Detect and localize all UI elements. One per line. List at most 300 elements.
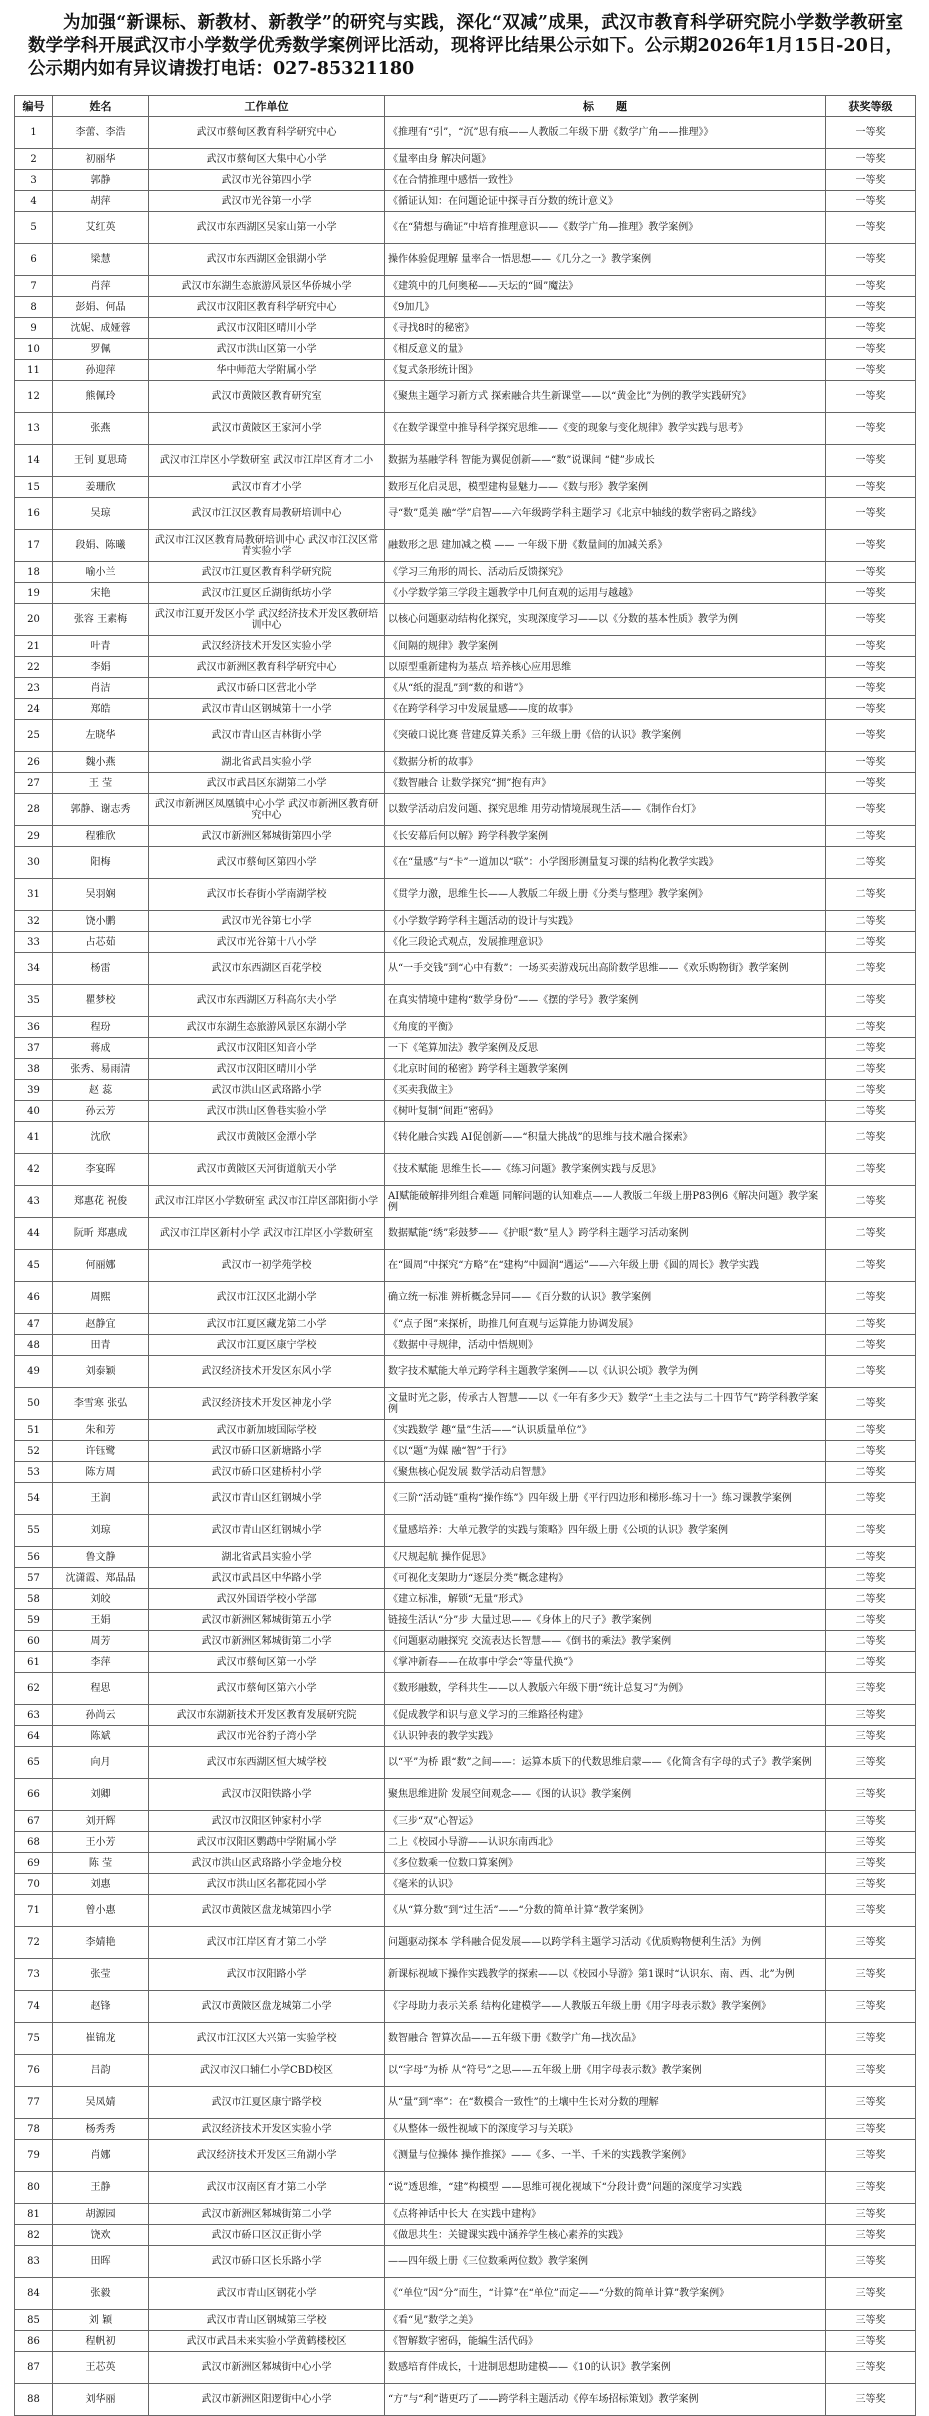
cell-title: 《转化融合实践 AI促创新——“积量大挑战”的思维与技术融合探索》 xyxy=(385,1122,826,1154)
cell-title: 《三阶“活动链”重构“操作练”》四年级上册《平行四边形和梯形-练习十一》练习课教学案例 xyxy=(385,1483,826,1515)
cell-number: 64 xyxy=(15,1726,53,1747)
cell-number: 52 xyxy=(15,1441,53,1462)
cell-award: 一等奖 xyxy=(826,413,916,445)
table-header-row xyxy=(15,96,916,117)
cell-award: 二等奖 xyxy=(826,1652,916,1673)
cell-title: 从“一手交钱”到“心中有数”：一场买卖游戏玩出高阶数学思维——《欢乐购物街》教学案例 xyxy=(385,953,826,985)
cell-award: 二等奖 xyxy=(826,1631,916,1652)
cell-name: 沈欣 xyxy=(53,1122,149,1154)
cell-number: 28 xyxy=(15,794,53,826)
cell-title: 以“字母”为桥 从“符号”之思——五年级上册《用字母表示数》教学案例 xyxy=(385,2055,826,2087)
cell-name: 王小芳 xyxy=(53,1832,149,1853)
cell-award: 二等奖 xyxy=(826,1250,916,1282)
cell-name: 段娟、陈曦 xyxy=(53,530,149,562)
table-row xyxy=(15,773,916,794)
table-row xyxy=(15,1122,916,1154)
cell-number: 50 xyxy=(15,1388,53,1420)
cell-number: 3 xyxy=(15,170,53,191)
cell-name: 张秀、易雨清 xyxy=(53,1059,149,1080)
cell-number: 68 xyxy=(15,1832,53,1853)
cell-number: 8 xyxy=(15,297,53,318)
cell-award: 三等奖 xyxy=(826,2246,916,2278)
cell-award: 二等奖 xyxy=(826,1356,916,1388)
cell-award: 三等奖 xyxy=(826,1779,916,1811)
cell-unit: 武汉市新洲区邾城街第二小学 xyxy=(149,1631,385,1652)
cell-number: 87 xyxy=(15,2352,53,2384)
cell-award: 三等奖 xyxy=(826,2352,916,2384)
table-row xyxy=(15,297,916,318)
cell-title: 以核心问题驱动结构化探究，实现深度学习——以《分数的基本性质》教学为例 xyxy=(385,604,826,636)
cell-award: 一等奖 xyxy=(826,360,916,381)
cell-title: 数据赋能“绣”彩鼓梦——《护眼“数”星人》跨学科主题学习活动案例 xyxy=(385,1218,826,1250)
cell-award: 二等奖 xyxy=(826,1515,916,1547)
cell-unit: 武汉市江汉区大兴第一实验学校 xyxy=(149,2023,385,2055)
cell-number: 45 xyxy=(15,1250,53,1282)
cell-name: 许钰鹭 xyxy=(53,1441,149,1462)
cell-unit: 湖北省武昌实验小学 xyxy=(149,1547,385,1568)
cell-title: 《买卖我做主》 xyxy=(385,1080,826,1101)
cell-number: 27 xyxy=(15,773,53,794)
cell-name: 叶青 xyxy=(53,636,149,657)
cell-name: 孙迎萍 xyxy=(53,360,149,381)
cell-award: 二等奖 xyxy=(826,1218,916,1250)
cell-title: AI赋能破解排列组合难题 同解问题的认知难点——人教版二年级上册P83例6《解决问题》教学案例 xyxy=(385,1186,826,1218)
cell-title: 《推理有“引”，“沉”思有痕——人教版二年级下册《数学广角——推理》》 xyxy=(385,117,826,149)
table-row xyxy=(15,1779,916,1811)
table-row xyxy=(15,1282,916,1314)
cell-unit: 武汉市青山区钢城第十一小学 xyxy=(149,699,385,720)
cell-title: 《突破口说比赛 营建反算关系》三年级上册《倍的认识》教学案例 xyxy=(385,720,826,752)
cell-number: 14 xyxy=(15,445,53,477)
cell-number: 5 xyxy=(15,212,53,244)
cell-number: 70 xyxy=(15,1874,53,1895)
cell-name: 蒋成 xyxy=(53,1038,149,1059)
cell-unit: 武汉市新洲区邾城街第二小学 xyxy=(149,2204,385,2225)
cell-number: 51 xyxy=(15,1420,53,1441)
cell-title: 《数据分析的故事》 xyxy=(385,752,826,773)
cell-award: 三等奖 xyxy=(826,1927,916,1959)
cell-title: 《“点子图”来探析，助推几何直观与运算能力协调发展》 xyxy=(385,1314,826,1335)
table-row xyxy=(15,2246,916,2278)
cell-number: 34 xyxy=(15,953,53,985)
table-row xyxy=(15,2087,916,2119)
table-row xyxy=(15,2310,916,2331)
cell-number: 76 xyxy=(15,2055,53,2087)
table-row xyxy=(15,1250,916,1282)
table-row xyxy=(15,1853,916,1874)
cell-title: 《从整体一级性视域下的深度学习与关联》 xyxy=(385,2119,826,2140)
cell-title: 《贯学力激，思维生长——人教版二年级上册《分类与整理》教学案例》 xyxy=(385,879,826,911)
cell-title: 文量时光之影，传承古人智慧——以《一年有多少天》数学“土圭之法与二十四节气”跨学科教学案例 xyxy=(385,1388,826,1420)
table-row xyxy=(15,2023,916,2055)
cell-title: 《可视化支架助力“逐层分类”概念建构》 xyxy=(385,1568,826,1589)
cell-award: 二等奖 xyxy=(826,1154,916,1186)
cell-award: 二等奖 xyxy=(826,985,916,1017)
cell-award: 三等奖 xyxy=(826,1895,916,1927)
cell-name: 吴羽娴 xyxy=(53,879,149,911)
cell-name: 吕韵 xyxy=(53,2055,149,2087)
table-row xyxy=(15,1726,916,1747)
table-row xyxy=(15,678,916,699)
cell-title: 融数形之思 建加减之模 —— 一年级下册《数量间的加减关系》 xyxy=(385,530,826,562)
table-row xyxy=(15,1515,916,1547)
cell-number: 21 xyxy=(15,636,53,657)
cell-number: 43 xyxy=(15,1186,53,1218)
cell-number: 37 xyxy=(15,1038,53,1059)
table-row xyxy=(15,1673,916,1705)
cell-award: 二等奖 xyxy=(826,879,916,911)
cell-award: 一等奖 xyxy=(826,117,916,149)
cell-award: 二等奖 xyxy=(826,1547,916,1568)
cell-name: 郭静 xyxy=(53,170,149,191)
cell-award: 二等奖 xyxy=(826,826,916,847)
cell-award: 二等奖 xyxy=(826,1610,916,1631)
results-table-container xyxy=(14,95,915,2416)
cell-unit: 武汉市黄陂区金潭小学 xyxy=(149,1122,385,1154)
cell-title: 《长安幕后何以解》跨学科教学案例 xyxy=(385,826,826,847)
table-row xyxy=(15,636,916,657)
table-row xyxy=(15,583,916,604)
cell-name: 吴琼 xyxy=(53,498,149,530)
cell-award: 二等奖 xyxy=(826,1441,916,1462)
cell-name: 郭静、谢志秀 xyxy=(53,794,149,826)
cell-number: 20 xyxy=(15,604,53,636)
table-row xyxy=(15,498,916,530)
cell-award: 一等奖 xyxy=(826,604,916,636)
cell-name: 李娟 xyxy=(53,657,149,678)
cell-title: 寻“数”觅美 融“学”启智——六年级跨学科主题学习《北京中轴线的数学密码之路线》 xyxy=(385,498,826,530)
cell-title: 《聚焦核心促发展 数学活动启智慧》 xyxy=(385,1462,826,1483)
cell-title: 《三步“双”心智运》 xyxy=(385,1811,826,1832)
cell-number: 16 xyxy=(15,498,53,530)
header-name: 姓名 xyxy=(53,96,149,117)
cell-title: 《测量与位操体 操作推探》——《多、一半、千米的实践教学案例》 xyxy=(385,2140,826,2172)
cell-award: 一等奖 xyxy=(826,530,916,562)
cell-unit: 武汉市洪山区武珞路小学 xyxy=(149,1080,385,1101)
cell-unit: 武汉市黄陂区盘龙城第二小学 xyxy=(149,1991,385,2023)
cell-name: 李婧艳 xyxy=(53,1927,149,1959)
cell-name: 曾小惠 xyxy=(53,1895,149,1927)
cell-award: 三等奖 xyxy=(826,1991,916,2023)
cell-number: 18 xyxy=(15,562,53,583)
cell-award: 一等奖 xyxy=(826,752,916,773)
cell-unit: 武汉市汉阳区钟家村小学 xyxy=(149,1811,385,1832)
cell-number: 39 xyxy=(15,1080,53,1101)
cell-award: 二等奖 xyxy=(826,1589,916,1610)
cell-title: 以原型重新建构为基点 培养核心应用思维 xyxy=(385,657,826,678)
cell-unit: 武汉市黄陂区王家河小学 xyxy=(149,413,385,445)
cell-number: 9 xyxy=(15,318,53,339)
cell-award: 三等奖 xyxy=(826,2204,916,2225)
cell-name: 刘琼 xyxy=(53,1515,149,1547)
cell-unit: 武汉市汉阳区知音小学 xyxy=(149,1038,385,1059)
cell-name: 胡萍 xyxy=(53,191,149,212)
cell-name: 喻小兰 xyxy=(53,562,149,583)
cell-number: 10 xyxy=(15,339,53,360)
cell-title: 《数形融数，学科共生——以人教版六年级下册“统计总复习”为例》 xyxy=(385,1673,826,1705)
cell-unit: 武汉市东西湖区万科高尔夫小学 xyxy=(149,985,385,1017)
table-row xyxy=(15,1483,916,1515)
table-body xyxy=(15,117,916,2416)
table-row xyxy=(15,318,916,339)
cell-title: 《以“题”为媒 融“智”于行》 xyxy=(385,1441,826,1462)
table-row xyxy=(15,2140,916,2172)
cell-title: 数智融合 智算次品——五年级下册《数学广角—找次品》 xyxy=(385,2023,826,2055)
table-row xyxy=(15,932,916,953)
cell-name: 王静 xyxy=(53,2172,149,2204)
cell-number: 36 xyxy=(15,1017,53,1038)
cell-number: 1 xyxy=(15,117,53,149)
cell-name: 王钊 夏思琦 xyxy=(53,445,149,477)
cell-number: 54 xyxy=(15,1483,53,1515)
table-row xyxy=(15,477,916,498)
cell-unit: 武汉经济技术开发区实验小学 xyxy=(149,636,385,657)
cell-award: 二等奖 xyxy=(826,932,916,953)
cell-number: 29 xyxy=(15,826,53,847)
cell-unit: 武汉市江夏开发区小学 武汉经济技术开发区教研培训中心 xyxy=(149,604,385,636)
cell-unit: 武汉市青山区钢花小学 xyxy=(149,2278,385,2310)
cell-name: 刘泰颖 xyxy=(53,1356,149,1388)
cell-title: 《量率由身 解决问题》 xyxy=(385,149,826,170)
table-row xyxy=(15,1218,916,1250)
cell-name: 李雪寒 张弘 xyxy=(53,1388,149,1420)
cell-name: 沈妮、成娅蓉 xyxy=(53,318,149,339)
cell-award: 二等奖 xyxy=(826,1483,916,1515)
cell-award: 二等奖 xyxy=(826,1420,916,1441)
cell-name: 郑皓 xyxy=(53,699,149,720)
cell-title: 聚焦思维进阶 发展空间观念——《图的认识》教学案例 xyxy=(385,1779,826,1811)
cell-title: 《从“算分数”到“过生活”——“分数的简单计算”教学案例》 xyxy=(385,1895,826,1927)
cell-name: 肖洁 xyxy=(53,678,149,699)
cell-unit: 武汉市蔡甸区教育科学研究中心 xyxy=(149,117,385,149)
cell-unit: 武汉经济技术开发区三角湖小学 xyxy=(149,2140,385,2172)
cell-unit: 武汉市江夏区藏龙第二小学 xyxy=(149,1314,385,1335)
cell-award: 三等奖 xyxy=(826,2023,916,2055)
cell-name: 王润 xyxy=(53,1483,149,1515)
cell-number: 32 xyxy=(15,911,53,932)
table-row xyxy=(15,117,916,149)
cell-unit: 武汉市汉阳区晴川小学 xyxy=(149,1059,385,1080)
cell-number: 84 xyxy=(15,2278,53,2310)
cell-title: 《掌冲新春——在故事中学会“等量代换”》 xyxy=(385,1652,826,1673)
table-row xyxy=(15,191,916,212)
cell-unit: 武汉市东西湖区恒大城学校 xyxy=(149,1747,385,1779)
cell-award: 一等奖 xyxy=(826,720,916,752)
cell-award: 三等奖 xyxy=(826,1959,916,1991)
cell-title: 《多位数乘一位数口算案例》 xyxy=(385,1853,826,1874)
cell-title: 《角度的平衡》 xyxy=(385,1017,826,1038)
cell-unit: 华中师范大学附属小学 xyxy=(149,360,385,381)
cell-award: 二等奖 xyxy=(826,1388,916,1420)
cell-number: 30 xyxy=(15,847,53,879)
cell-unit: 武汉市汉阳铁路小学 xyxy=(149,1779,385,1811)
cell-number: 26 xyxy=(15,752,53,773)
cell-award: 一等奖 xyxy=(826,583,916,604)
cell-name: 刘卿 xyxy=(53,1779,149,1811)
cell-unit: 武汉市新洲区阳逻街中心小学 xyxy=(149,2384,385,2416)
cell-award: 二等奖 xyxy=(826,1080,916,1101)
cell-unit: 武汉市汉口辅仁小学CBD校区 xyxy=(149,2055,385,2087)
cell-title: 《毫米的认识》 xyxy=(385,1874,826,1895)
table-row xyxy=(15,1547,916,1568)
cell-name: 刘开辉 xyxy=(53,1811,149,1832)
cell-unit: 武汉市青山区红钢城小学 xyxy=(149,1483,385,1515)
cell-unit: 武汉市光谷第十八小学 xyxy=(149,932,385,953)
cell-name: 张莹 xyxy=(53,1959,149,1991)
table-row xyxy=(15,1927,916,1959)
cell-unit: 武汉经济技术开发区东风小学 xyxy=(149,1356,385,1388)
cell-award: 三等奖 xyxy=(826,2172,916,2204)
cell-title: 链接生活认“分”步 大量过思——《身体上的尺子》教学案例 xyxy=(385,1610,826,1631)
table-row xyxy=(15,1356,916,1388)
cell-award: 一等奖 xyxy=(826,244,916,276)
cell-award: 二等奖 xyxy=(826,1462,916,1483)
cell-title: 《建筑中的几何奥秘——天坛的“圆”魔法》 xyxy=(385,276,826,297)
table-row xyxy=(15,2331,916,2352)
cell-unit: 武汉外国语学校小学部 xyxy=(149,1589,385,1610)
cell-number: 48 xyxy=(15,1335,53,1356)
cell-award: 三等奖 xyxy=(826,2278,916,2310)
cell-number: 72 xyxy=(15,1927,53,1959)
cell-number: 58 xyxy=(15,1589,53,1610)
cell-number: 19 xyxy=(15,583,53,604)
cell-title: 在真实情境中建构“数学身份”——《摆的学号》教学案例 xyxy=(385,985,826,1017)
table-row xyxy=(15,212,916,244)
cell-title: 《促成教学和识与意义学习的三维路径构建》 xyxy=(385,1705,826,1726)
cell-title: 《小学数学跨学科主题活动的设计与实践》 xyxy=(385,911,826,932)
cell-name: 何丽娜 xyxy=(53,1250,149,1282)
cell-award: 二等奖 xyxy=(826,1335,916,1356)
table-row xyxy=(15,445,916,477)
cell-unit: 武汉市黄陂区盘龙城第四小学 xyxy=(149,1895,385,1927)
cell-title: 数据为基融学科 智能为翼促创新——“数”说课间 “健”步成长 xyxy=(385,445,826,477)
cell-name: 彭娟、何晶 xyxy=(53,297,149,318)
cell-title: 操作体验促理解 量率合一悟思想——《几分之一》教学案例 xyxy=(385,244,826,276)
cell-number: 80 xyxy=(15,2172,53,2204)
cell-unit: 武汉市硚口区汉正街小学 xyxy=(149,2225,385,2246)
cell-unit: 武汉市武昌区中华路小学 xyxy=(149,1568,385,1589)
cell-name: 吴凤婧 xyxy=(53,2087,149,2119)
cell-unit: 武汉市武昌区东湖第二小学 xyxy=(149,773,385,794)
table-row xyxy=(15,530,916,562)
cell-unit: 武汉市光谷豹子湾小学 xyxy=(149,1726,385,1747)
cell-unit: 武汉市江岸区小学数研室 武汉市江岸区育才二小 xyxy=(149,445,385,477)
cell-name: 沈潇霞、郑晶晶 xyxy=(53,1568,149,1589)
cell-name: 孙尚云 xyxy=(53,1705,149,1726)
cell-unit: 武汉市长春街小学南湖学校 xyxy=(149,879,385,911)
cell-number: 24 xyxy=(15,699,53,720)
cell-name: 程帆初 xyxy=(53,2331,149,2352)
table-row xyxy=(15,1462,916,1483)
cell-award: 一等奖 xyxy=(826,297,916,318)
cell-title: 《复式条形统计图》 xyxy=(385,360,826,381)
cell-number: 88 xyxy=(15,2384,53,2416)
table-row xyxy=(15,562,916,583)
cell-award: 二等奖 xyxy=(826,1568,916,1589)
table-row xyxy=(15,339,916,360)
cell-unit: 武汉市光谷第四小学 xyxy=(149,170,385,191)
header-award: 获奖等级 xyxy=(826,96,916,117)
cell-award: 二等奖 xyxy=(826,1314,916,1335)
cell-name: 占芯茹 xyxy=(53,932,149,953)
cell-number: 7 xyxy=(15,276,53,297)
cell-name: 刘皎 xyxy=(53,1589,149,1610)
cell-number: 57 xyxy=(15,1568,53,1589)
cell-award: 三等奖 xyxy=(826,1832,916,1853)
cell-number: 61 xyxy=(15,1652,53,1673)
table-row xyxy=(15,170,916,191)
cell-unit: 武汉市硚口区建桥村小学 xyxy=(149,1462,385,1483)
cell-unit: 武汉市青山区红钢城小学 xyxy=(149,1515,385,1547)
cell-number: 59 xyxy=(15,1610,53,1631)
cell-name: 郑惠花 祝俊 xyxy=(53,1186,149,1218)
cell-unit: 湖北省武昌实验小学 xyxy=(149,752,385,773)
cell-number: 56 xyxy=(15,1547,53,1568)
cell-name: 阳梅 xyxy=(53,847,149,879)
table-row xyxy=(15,149,916,170)
cell-title: 《技术赋能 思维生长——《练习问题》教学案例实践与反思》 xyxy=(385,1154,826,1186)
table-row xyxy=(15,794,916,826)
table-row xyxy=(15,1832,916,1853)
cell-unit: 武汉市江汉区教育局教研培训中心 武汉市江汉区常青实验小学 xyxy=(149,530,385,562)
header-unit: 工作单位 xyxy=(149,96,385,117)
cell-name: 张毅 xyxy=(53,2278,149,2310)
cell-award: 一等奖 xyxy=(826,794,916,826)
cell-title: 数形互化启灵思，模型建构显魅力——《数与形》教学案例 xyxy=(385,477,826,498)
cell-number: 73 xyxy=(15,1959,53,1991)
cell-name: 赵静宜 xyxy=(53,1314,149,1335)
cell-name: 饶欢 xyxy=(53,2225,149,2246)
cell-name: 张燕 xyxy=(53,413,149,445)
cell-name: 杨雷 xyxy=(53,953,149,985)
cell-number: 15 xyxy=(15,477,53,498)
cell-name: 李蕾、李浩 xyxy=(53,117,149,149)
notice-paragraph: 为加强“新课标、新教材、新教学”的研究与实践，深化“双减”成果，武汉市教育科学研究院小学数学教研室数学学科开展武汉市小学数学优秀数学案例评比活动，现将评比结果公示如下。公示期2026年1月15日-20日，公示期内如有异议请拨打电话：027-85321180 xyxy=(28,13,903,79)
cell-number: 63 xyxy=(15,1705,53,1726)
cell-name: 朱和芳 xyxy=(53,1420,149,1441)
cell-number: 71 xyxy=(15,1895,53,1927)
cell-unit: 武汉市蔡甸区第一小学 xyxy=(149,1652,385,1673)
cell-award: 一等奖 xyxy=(826,477,916,498)
table-row xyxy=(15,276,916,297)
table-row xyxy=(15,1059,916,1080)
cell-unit: 武汉市新洲区邾城街第五小学 xyxy=(149,1610,385,1631)
table-row xyxy=(15,381,916,413)
cell-award: 二等奖 xyxy=(826,953,916,985)
table-row xyxy=(15,1420,916,1441)
cell-name: 孙云芳 xyxy=(53,1101,149,1122)
cell-award: 二等奖 xyxy=(826,1017,916,1038)
cell-number: 62 xyxy=(15,1673,53,1705)
cell-number: 38 xyxy=(15,1059,53,1080)
cell-name: 刘惠 xyxy=(53,1874,149,1895)
cell-number: 69 xyxy=(15,1853,53,1874)
cell-award: 一等奖 xyxy=(826,773,916,794)
cell-name: 赵 蕊 xyxy=(53,1080,149,1101)
cell-name: 姜珊欣 xyxy=(53,477,149,498)
cell-unit: 武汉市东湖生态旅游风景区华侨城小学 xyxy=(149,276,385,297)
cell-title: 《从“纸的混乱”到“数的和谐”》 xyxy=(385,678,826,699)
cell-title: 《建立标准，解锁“无量”形式》 xyxy=(385,1589,826,1610)
table-row xyxy=(15,911,916,932)
cell-award: 一等奖 xyxy=(826,339,916,360)
cell-name: 王娟 xyxy=(53,1610,149,1631)
cell-title: 《问题驱动融探究 交流表达长智慧——《倒书的乘法》教学案例 xyxy=(385,1631,826,1652)
cell-award: 三等奖 xyxy=(826,2140,916,2172)
cell-number: 25 xyxy=(15,720,53,752)
cell-unit: 武汉市黄陂区天河街道航天小学 xyxy=(149,1154,385,1186)
cell-title: 问题驱动探本 学科融合促发展——以跨学科主题学习活动《优质购物便利生活》为例 xyxy=(385,1927,826,1959)
